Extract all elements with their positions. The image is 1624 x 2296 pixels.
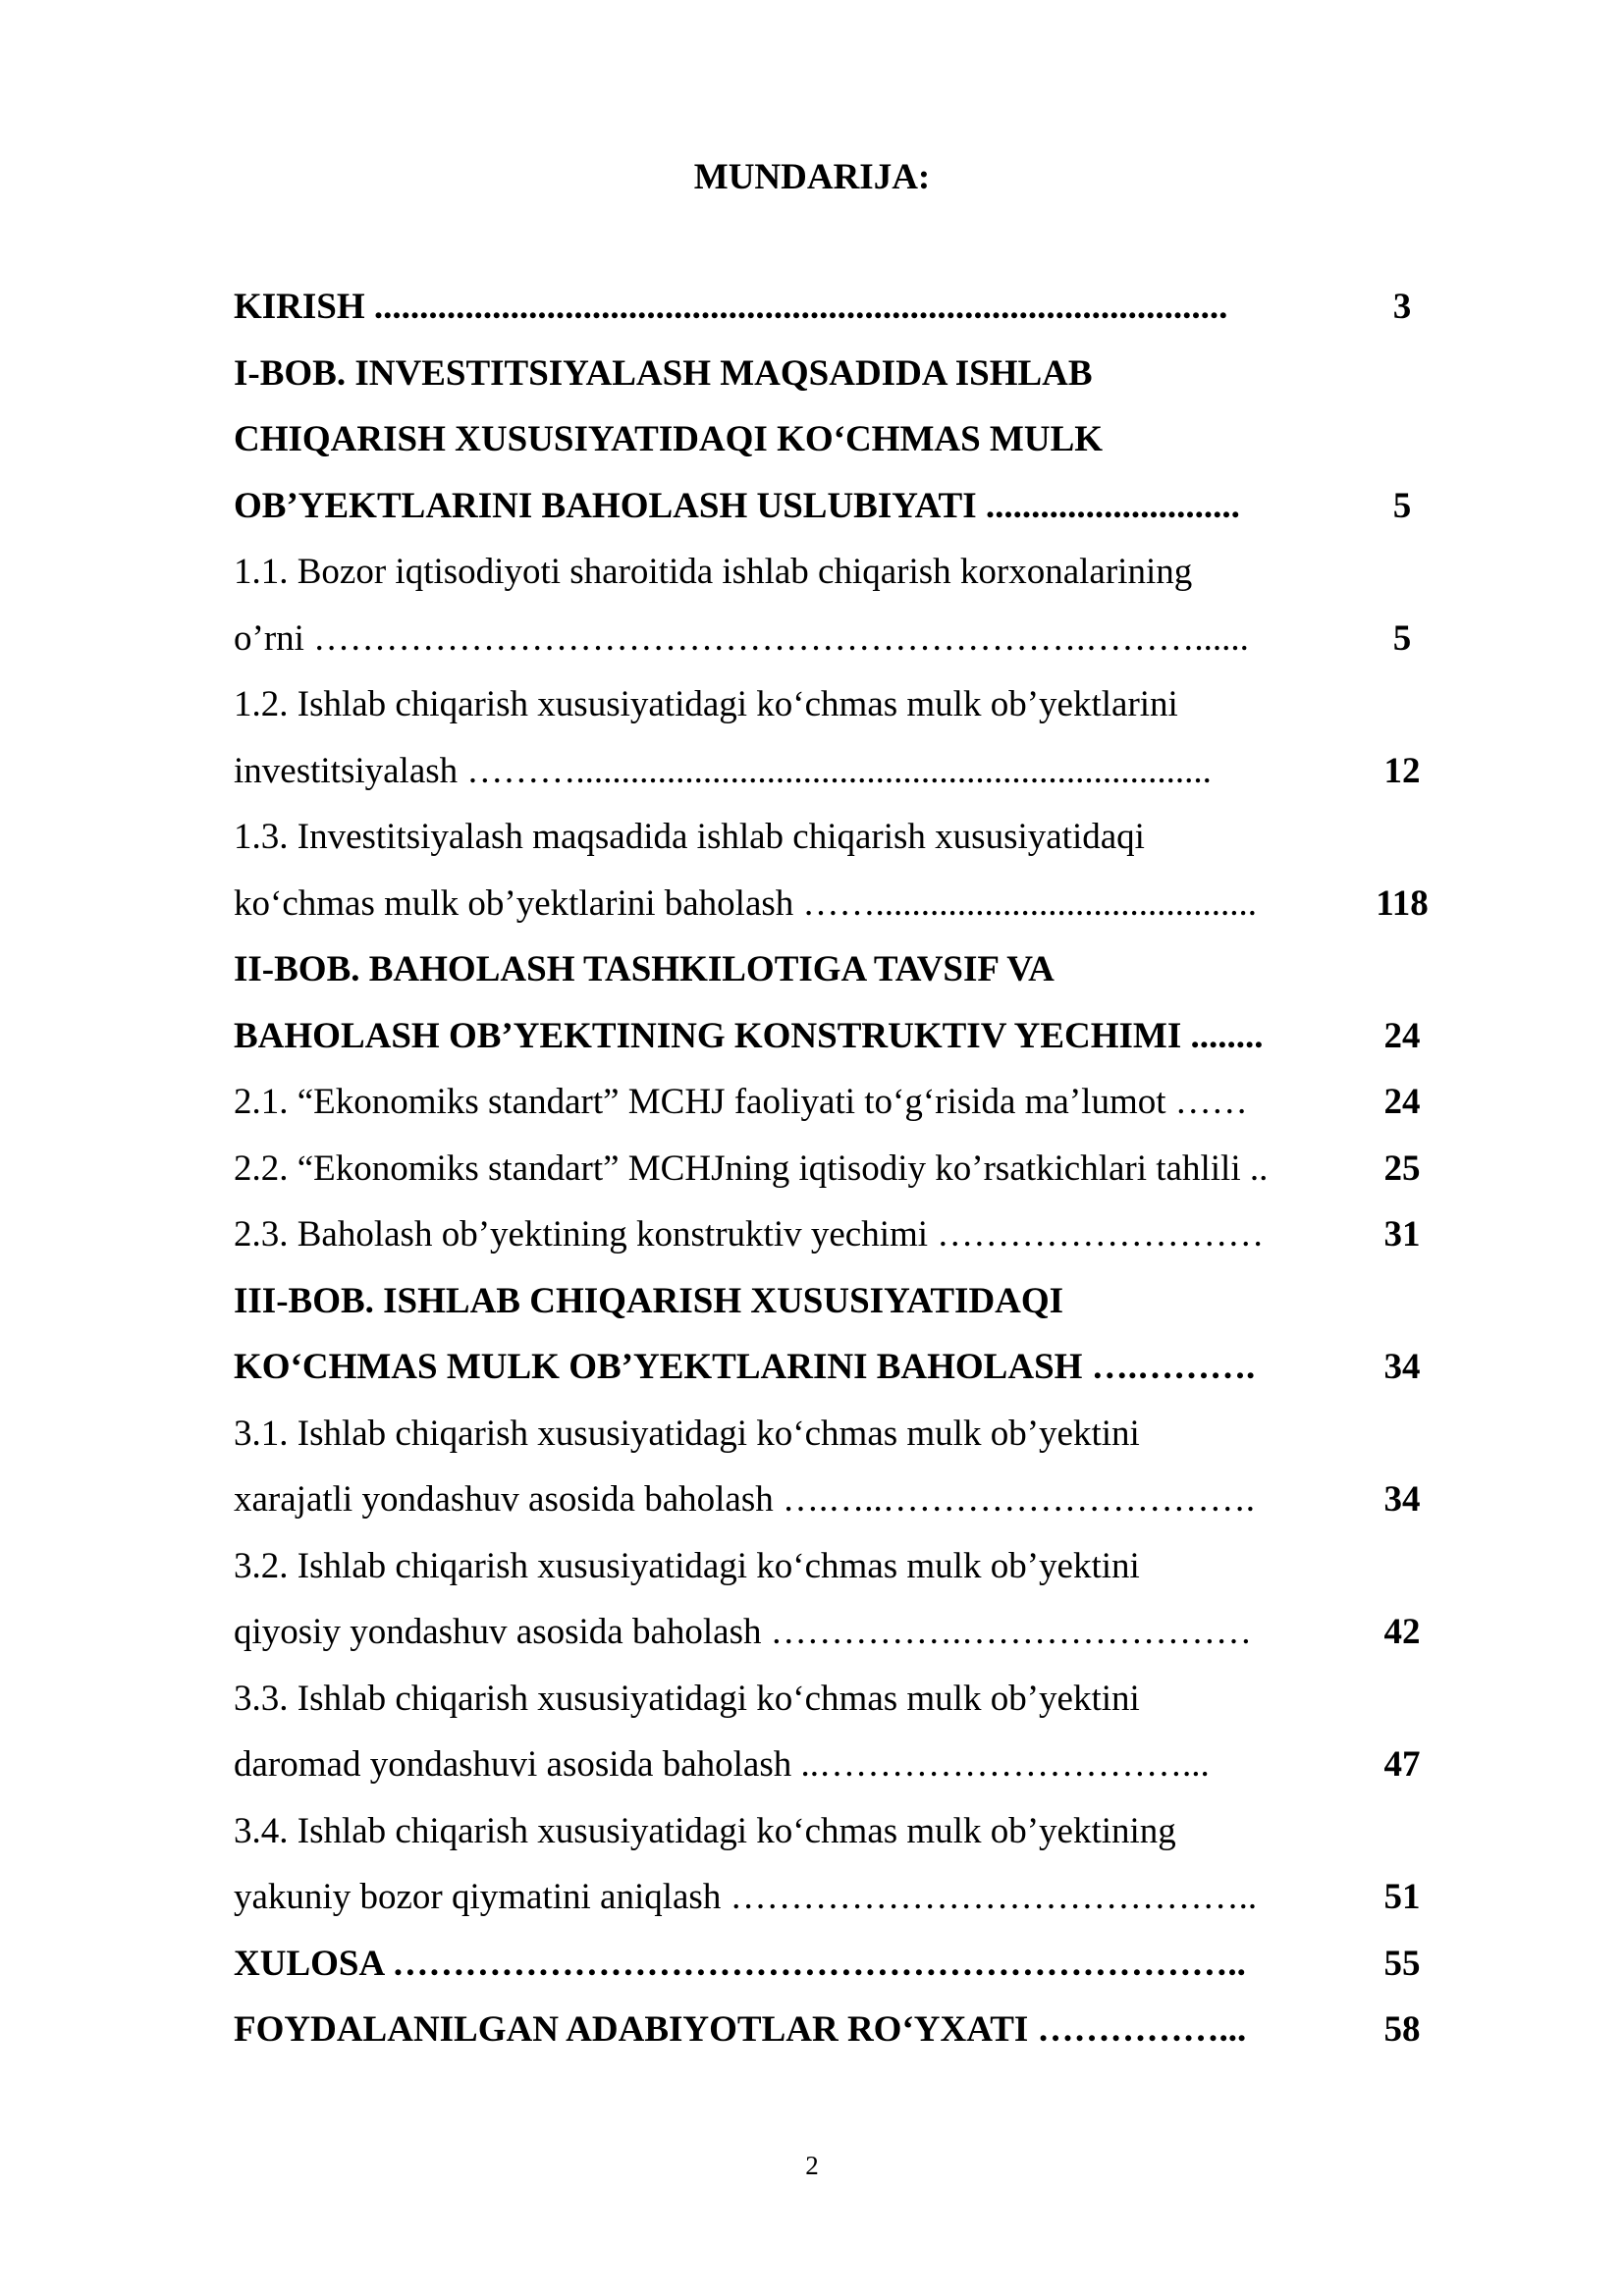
toc-entry: [234, 1408, 1461, 1474]
toc-entry-page-number: 24: [1383, 1015, 1421, 1056]
toc-entry-page-number: 34: [1383, 1347, 1421, 1387]
toc-entry: [234, 943, 1461, 1010]
toc-entry-text: 2.2. “Ekonomiks standart” MCHJning iqtisodiy ko’rsatkichlari tahlili ..: [234, 1148, 1269, 1189]
toc-entry[interactable]: [234, 1473, 1461, 1540]
toc-entry-page-number: 47: [1383, 1744, 1421, 1785]
toc-entry-text: koʻchmas mulk ob’yektlarini baholash ……..........................................: [234, 882, 1258, 924]
toc-entry-text: BAHOLASH OB’YEKTINING KONSTRUKTIV YECHIMI ........: [234, 1015, 1264, 1056]
page-title: MUNDARIJA:: [693, 157, 931, 197]
toc-entry-page-number: 55: [1383, 1943, 1421, 1984]
toc-entry-text: o’rni ……………………………………………………….………......: [234, 617, 1249, 659]
toc-entry-page-number: 24: [1383, 1082, 1421, 1122]
toc-entry-text: qiyosiy yondashuv asosida baholash …………….……………………: [234, 1612, 1252, 1652]
toc-entry-text: CHIQARISH XUSUSIYATIDAQI KOʻCHMAS MULK: [234, 419, 1104, 459]
toc-entry-text: 1.2. Ishlab chiqarish xususiyatidagi koʻchmas mulk ob’yektlarini: [234, 684, 1178, 724]
toc-entry[interactable]: [234, 1208, 1461, 1275]
page-number: 2: [805, 2151, 819, 2180]
toc-entry-page-number: 42: [1383, 1612, 1421, 1652]
toc-entry-text: 2.3. Baholash ob’yektining konstruktiv yechimi ………………………: [234, 1214, 1265, 1255]
toc-entry-page-number: 118: [1376, 882, 1429, 924]
toc-entry: [234, 811, 1461, 878]
toc-entry-page-number: 3: [1392, 287, 1412, 327]
toc-entry-page-number: 12: [1383, 750, 1421, 791]
toc-entry: [234, 413, 1461, 480]
toc-entry[interactable]: [234, 480, 1461, 547]
toc-entry: [234, 1540, 1461, 1607]
toc-entry[interactable]: [234, 1341, 1461, 1408]
toc-entry: [234, 1805, 1461, 1872]
toc-entry: [234, 1275, 1461, 1342]
toc-entry[interactable]: [234, 613, 1461, 679]
toc-entry-text: xarajatli yondashuv asosida baholash ….…..………………………….: [234, 1479, 1255, 1520]
toc-entry-text: KIRISH ..............................................................................................: [234, 287, 1228, 327]
toc-entry-text: 3.1. Ishlab chiqarish xususiyatidagi koʻchmas mulk ob’yektini: [234, 1413, 1140, 1454]
toc-entry-page-number: 58: [1383, 2009, 1421, 2050]
toc-entry[interactable]: [234, 1010, 1461, 1077]
toc-entry-text: daromad yondashuvi asosida baholash ..…………………………...: [234, 1744, 1210, 1785]
toc-entry[interactable]: [234, 1871, 1461, 1938]
toc-entry[interactable]: [234, 1738, 1461, 1805]
toc-entry-text: 3.4. Ishlab chiqarish xususiyatidagi koʻchmas mulk ob’yektining: [234, 1810, 1176, 1851]
toc-entry-text: 3.3. Ishlab chiqarish xususiyatidagi koʻchmas mulk ob’yektini: [234, 1678, 1140, 1719]
toc-entry-page-number: 25: [1383, 1148, 1421, 1189]
toc-entry-text: 1.1. Bozor iqtisodiyoti sharoitida ishlab chiqarish korxonalarining: [234, 552, 1193, 592]
toc-entry-text: 3.2. Ishlab chiqarish xususiyatidagi koʻchmas mulk ob’yektini: [234, 1545, 1140, 1586]
toc-entry-text: XULOSA ……………………………………………………………..: [234, 1943, 1246, 1984]
toc-entry-text: I-BOB. INVESTITSIYALASH MAQSADIDA ISHLAB: [234, 352, 1093, 394]
toc-entry: [234, 678, 1461, 745]
toc-entry-page-number: 51: [1383, 1877, 1421, 1917]
toc-entry[interactable]: [234, 745, 1461, 812]
toc-entry[interactable]: [234, 878, 1461, 944]
toc-entry-page-number: 31: [1383, 1214, 1421, 1255]
toc-entry-text: investitsiyalash ………......................................................................: [234, 750, 1212, 791]
toc-entry-text: yakuniy bozor qiymatini aniqlash ……………………………………..: [234, 1877, 1258, 1917]
toc-entry[interactable]: [234, 1076, 1461, 1143]
toc-entry-page-number: 5: [1392, 485, 1412, 526]
toc-entry-text: FOYDALANILGAN ADABIYOTLAR ROʻYXATI ……………...: [234, 2009, 1247, 2050]
toc-entry-text: III-BOB. ISHLAB CHIQARISH XUSUSIYATIDAQI: [234, 1280, 1064, 1321]
toc-entry-page-number: 5: [1392, 617, 1412, 659]
toc-entry-text: 1.3. Investitsiyalash maqsadida ishlab chiqarish xususiyatidaqi: [234, 817, 1145, 857]
toc-entry-text: II-BOB. BAHOLASH TASHKILOTIGA TAVSIF VA: [234, 949, 1055, 989]
toc-entry[interactable]: [234, 1143, 1461, 1209]
toc-entry-page-number: 34: [1383, 1479, 1421, 1520]
toc-entry: [234, 546, 1461, 613]
table-of-contents: [234, 281, 1461, 2070]
toc-entry: [234, 1673, 1461, 1739]
toc-entry-text: 2.1. “Ekonomiks standart” MCHJ faoliyati toʻgʻrisida ma’lumot ……: [234, 1082, 1248, 1122]
toc-entry[interactable]: [234, 2003, 1461, 2070]
toc-entry[interactable]: [234, 1606, 1461, 1673]
toc-entry-text: KOʻCHMAS MULK OB’YEKTLARINI BAHOLASH ….……….: [234, 1347, 1256, 1387]
toc-entry-text: OB’YEKTLARINI BAHOLASH USLUBIYATI ............................: [234, 485, 1240, 526]
toc-entry: [234, 347, 1461, 414]
toc-entry[interactable]: [234, 281, 1461, 347]
toc-entry[interactable]: [234, 1938, 1461, 2004]
